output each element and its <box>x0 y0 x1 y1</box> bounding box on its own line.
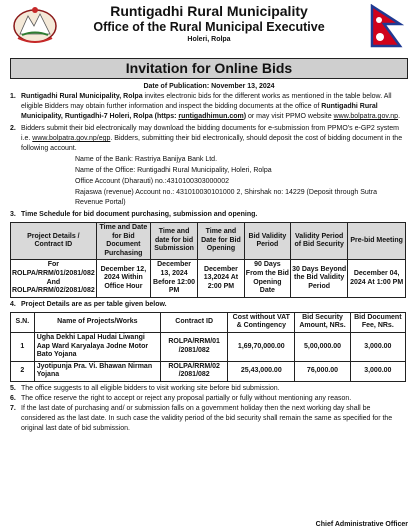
table-cell: 90 Days From the Bid Opening Date <box>244 260 290 297</box>
municipality-name: Runtigadhi Rural Municipality, Rolpa <box>21 93 143 100</box>
item-text: . Bidders, submitting their bid electronically, should deposit the cost of bidding document in the following account. <box>21 135 403 152</box>
bank-details <box>21 155 406 208</box>
list-item <box>10 300 406 310</box>
table-header-cell: Project Details / Contract ID <box>11 223 97 260</box>
table-header-cell: Validity Period of Bid Security <box>291 223 348 260</box>
egp-website-link[interactable]: www.bolpatra.gov.np/egp <box>32 135 111 142</box>
item-text: The office suggests to all eligible bidders to visit working site before bid submission. <box>21 384 280 392</box>
table-cell: 1 <box>11 332 35 361</box>
office-address: Runtigadhi Rural Municipality, Runtigadhi-7 Holeri, Rolpa (https: <box>21 103 378 120</box>
bank-line: Office Account (Dharauti) no.:4310100303000002 <box>75 178 229 185</box>
table-header-row <box>11 312 406 332</box>
item-number: 6. <box>10 394 16 402</box>
publication-date: Date of Publication: November 13, 2024 <box>143 83 275 90</box>
section-title: Time Schedule for bid document purchasing, submission and opening. <box>21 211 258 218</box>
table-cell: December 13,2024 At 2:00 PM <box>198 260 245 297</box>
list-item <box>10 394 406 404</box>
list-item <box>10 92 406 122</box>
nepal-flag-icon <box>370 4 404 48</box>
table-cell: December 12, 2024 Within Office Hour <box>96 260 150 297</box>
table-header-cell: Cost without VAT & Contingency <box>228 312 295 332</box>
table-cell: 1,69,70,000.00 <box>228 332 295 361</box>
list-item <box>10 210 406 220</box>
municipality-website-link[interactable]: runtigadhimun.com <box>178 113 244 120</box>
nepal-emblem-icon <box>12 4 58 44</box>
table-cell: ROLPA/RRM/02 /2081/082 <box>161 361 228 381</box>
item-number: 7. <box>10 404 16 412</box>
table-cell: 76,000.00 <box>295 361 350 381</box>
table-header-cell: Time and Date for Bid Opening <box>198 223 245 260</box>
list-item <box>10 384 406 394</box>
table-cell: 2 <box>11 361 35 381</box>
table-header-cell: Bid Validity Period <box>244 223 290 260</box>
ppmo-website-link[interactable]: www.bolpatra.gov.np <box>333 113 399 120</box>
table-cell: Ugha Dekhi Lapal Hudai Liwangi Aap Ward Karyalaya Jodne Motor Bato Yojana <box>34 332 160 361</box>
table-header-cell: Time and date for bid Submission <box>151 223 198 260</box>
item-number: 4. <box>10 300 16 308</box>
table-cell: 30 Days Beyond the Bid Validity Period <box>291 260 348 297</box>
bank-line: Name of the Bank: Rastriya Banijya Bank Ltd. <box>75 156 218 163</box>
table-cell: Jyotipunja Pra. Vi. Bhawan Nirman Yojana <box>34 361 160 381</box>
table-header-cell: Pre-bid Meeting <box>348 223 406 260</box>
table-header-cell: Contract ID <box>161 312 228 332</box>
item-number: 5. <box>10 384 16 392</box>
table-header-cell: S.N. <box>11 312 35 332</box>
header <box>0 0 418 56</box>
item-text: The office reserve the right to accept or reject any proposal partially or fully without mentioning any reason. <box>21 394 352 402</box>
table-cell: 3,000.00 <box>350 361 405 381</box>
item-number: 3. <box>10 211 16 218</box>
table-cell: December 04, 2024 At 1:00 PM <box>348 260 406 297</box>
item-number: 1. <box>10 93 16 100</box>
page-title: Runtigadhi Rural Municipality <box>110 3 308 19</box>
table-cell: December 13, 2024 Before 12:00 PM <box>151 260 198 297</box>
item-text: If the last date of purchasing and/ or submission falls on a government holiday then the next working day shall be considered as the last date. In such case the validity period of the bid security shall remain the same as specified for the original last date of bid submission. <box>21 404 393 432</box>
table-header-cell: Bid Document Fee, NRs. <box>350 312 405 332</box>
table-header-cell: Bid Security Amount, NRs. <box>295 312 350 332</box>
list-item <box>10 124 406 208</box>
table-header-cell: Time and Date for Bid Document Purchasing <box>96 223 150 260</box>
section-title: Project Details are as per table given below. <box>21 300 167 308</box>
table-row <box>11 361 406 381</box>
project-table <box>10 312 406 382</box>
item-number: 2. <box>10 125 16 132</box>
table-cell: For ROLPA/RRM/01/2081/082 And ROLPA/RRM/02/2081/082 <box>11 260 97 297</box>
table-header-cell: Name of Projects/Works <box>34 312 160 332</box>
table-header-row <box>11 223 406 260</box>
item-text: invites electronic bids for the different works as mentioned in the table below. All eligible Bidders may obtain further information and inspect the bidding documents at the office of <box>21 93 392 110</box>
table-cell: 25,43,000.00 <box>228 361 295 381</box>
table-row <box>11 260 406 297</box>
item-text: . <box>398 113 401 120</box>
table-cell: ROLPA/RRM/01 /2081/082 <box>161 332 228 361</box>
office-subtitle: Office of the Rural Municipal Executive <box>93 20 325 34</box>
item-text: ) <box>243 113 247 120</box>
table-cell: 3,000.00 <box>350 332 405 361</box>
table-row <box>11 332 406 361</box>
office-location: Holeri, Rolpa <box>187 36 231 43</box>
signature: Chief Administrative Officer <box>315 521 408 528</box>
table-cell: 5,00,000.00 <box>295 332 350 361</box>
item-text: or may visit PPMO website <box>246 113 334 120</box>
invitation-banner: Invitation for Online Bids <box>10 58 408 79</box>
item-text: Bidders submit their bid electronically may download the bidding documents for e-submission from PPMO's e-GP2 system i.e. <box>21 125 399 142</box>
notice-body <box>0 92 418 434</box>
schedule-table <box>10 222 406 298</box>
bank-line: Rajaswa (revenue) Account no.: 431010030101000 2, Shirshak no: 14229 (Deposit through Sutra Revenue Portal) <box>75 189 377 206</box>
list-item <box>10 404 406 434</box>
bank-line: Name of the Office: Runtigadhi Rural Municipality, Holeri, Rolpa <box>75 167 272 174</box>
